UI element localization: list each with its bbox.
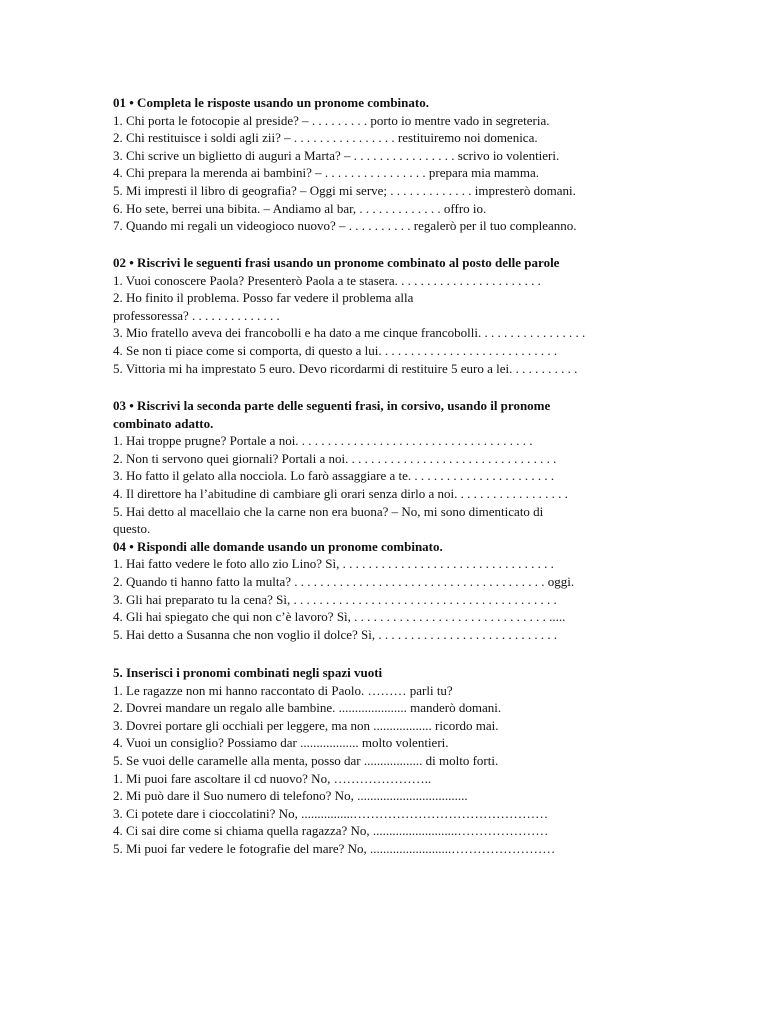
exercise-line: questo. (113, 521, 151, 537)
exercise-line: 2. Ho finito il problema. Posso far vedere il problema alla (113, 290, 414, 306)
exercise-line: 5. Mi puoi far vedere le fotografie del mare? No, .........................…………………… (113, 840, 556, 856)
exercise-line: 3. Mio fratello aveva dei francobolli e ha dato a me cinque francobolli. . . . . . . . . . . . . . . . . (113, 325, 586, 341)
exercise-02-heading: 02 • Riscrivi le seguenti frasi usando un pronome combinato al posto delle parole (113, 255, 560, 270)
exercise-line: 4. Vuoi un consiglio? Possiamo dar .................. molto volentieri. (113, 735, 449, 751)
exercise-line: 6. Ho sete, berrei una bibita. – Andiamo al bar, . . . . . . . . . . . . . offro io. (113, 200, 487, 216)
exercise-line: 5. Hai detto al macellaio che la carne non era buona? – No, mi sono dimenticato di (113, 503, 544, 519)
exercise-line: 5. Hai detto a Susanna che non voglio il dolce? Sì, . . . . . . . . . . . . . . . . . . . . . . . . . . . . (113, 626, 558, 642)
exercise-05-heading: 5. Inserisci i pronomi combinati negli spazi vuoti (113, 665, 383, 680)
exercise-line: professoressa? . . . . . . . . . . . . . . (113, 307, 280, 323)
exercise-line: 7. Quando mi regali un videogioco nuovo? – . . . . . . . . . . regalerò per il tuo compleanno. (113, 218, 577, 234)
exercise-line: 3. Ho fatto il gelato alla nocciola. Lo farò assaggiare a te. . . . . . . . . . . . . . . . . . . . . . . (113, 468, 555, 484)
exercise-line: 1. Chi porta le fotocopie al preside? – . . . . . . . . . porto io mentre vado in segreteria. (113, 112, 550, 128)
exercise-line: 4. Il direttore ha l’abitudine di cambiare gli orari senza dirlo a noi. . . . . . . . . . . . . . . . . . (113, 485, 568, 501)
exercise-line: 4. Chi prepara la merenda ai bambini? – . . . . . . . . . . . . . . . . prepara mia mamma. (113, 165, 539, 181)
exercise-line: 3. Gli hai preparato tu la cena? Sì, . . . . . . . . . . . . . . . . . . . . . . . . . . . . . . . . . . . . . . . . . (113, 591, 557, 607)
exercise-line: 3. Dovrei portare gli occhiali per leggere, ma non .................. ricordo mai. (113, 717, 499, 733)
exercise-03-heading-cont: combinato adatto. (113, 415, 214, 431)
exercise-line: 4. Ci sai dire come si chiama quella ragazza? No, ..........................………………… (113, 823, 549, 839)
exercise-line: 1. Mi puoi fare ascoltare il cd nuovo? No, ………………….. (113, 770, 432, 786)
exercise-03 (113, 397, 658, 643)
exercise-03-heading: 03 • Riscrivi la seconda parte delle seguenti frasi, in corsivo, usando il pronome (113, 398, 551, 413)
exercise-line: 5. Se vuoi delle caramelle alla menta, posso dar .................. di molto forti. (113, 752, 499, 768)
exercise-05 (113, 664, 658, 858)
exercise-01-heading: 01 • Completa le risposte usando un pronome combinato. (113, 95, 429, 110)
exercise-line: 2. Mi può dare il Suo numero di telefono? No, .................................. (113, 788, 468, 804)
exercise-04-heading: 04 • Rispondi alle domande usando un pronome combinato. (113, 538, 443, 554)
exercise-line: 2. Non ti servono quei giornali? Portali a noi. . . . . . . . . . . . . . . . . . . . . . . . . . . . . . . . . (113, 450, 557, 466)
exercise-line: 4. Se non ti piace come si comporta, di questo a lui. . . . . . . . . . . . . . . . . . . . . . . . . . . . (113, 342, 558, 358)
exercise-line: 2. Quando ti hanno fatto la multa? . . . . . . . . . . . . . . . . . . . . . . . . . . . . . . . . . . . . . . . oggi. (113, 573, 575, 589)
exercise-line: 1. Vuoi conoscere Paola? Presenterò Paola a te stasera. . . . . . . . . . . . . . . . . . . . . . . (113, 272, 541, 288)
exercise-line: 3. Chi scrive un biglietto di auguri a Marta? – . . . . . . . . . . . . . . . . scrivo io volentieri. (113, 147, 560, 163)
exercise-line: 1. Hai fatto vedere le foto allo zio Lino? Sì, . . . . . . . . . . . . . . . . . . . . . . . . . . . . . . . . . (113, 556, 554, 572)
exercise-01 (113, 94, 658, 235)
exercise-line: 2. Dovrei mandare un regalo alle bambine. ..................... manderò domani. (113, 700, 502, 716)
exercise-line: 3. Ci potete dare i cioccolatini? No, ................……………………………………… (113, 805, 549, 821)
exercise-02 (113, 254, 658, 377)
exercise-line: 2. Chi restituisce i soldi agli zii? – . . . . . . . . . . . . . . . . restituiremo noi domenica. (113, 130, 538, 146)
exercise-line: 5. Mi impresti il libro di geografia? – Oggi mi serve; . . . . . . . . . . . . . impresterò domani. (113, 182, 576, 198)
exercise-line: 5. Vittoria mi ha imprestato 5 euro. Devo ricordarmi di restituire 5 euro a lei. . . . . . . . . . . (113, 360, 578, 376)
exercise-line: 1. Le ragazze non mi hanno raccontato di Paolo. ……… parli tu? (113, 682, 453, 698)
exercise-line: 4. Gli hai spiegato che qui non c’è lavoro? Sì, . . . . . . . . . . . . . . . . . . . . . . . . . . . . . . ..... (113, 609, 566, 625)
exercise-line: 1. Hai troppe prugne? Portale a noi. . . . . . . . . . . . . . . . . . . . . . . . . . . . . . . . . . . . . (113, 433, 533, 449)
